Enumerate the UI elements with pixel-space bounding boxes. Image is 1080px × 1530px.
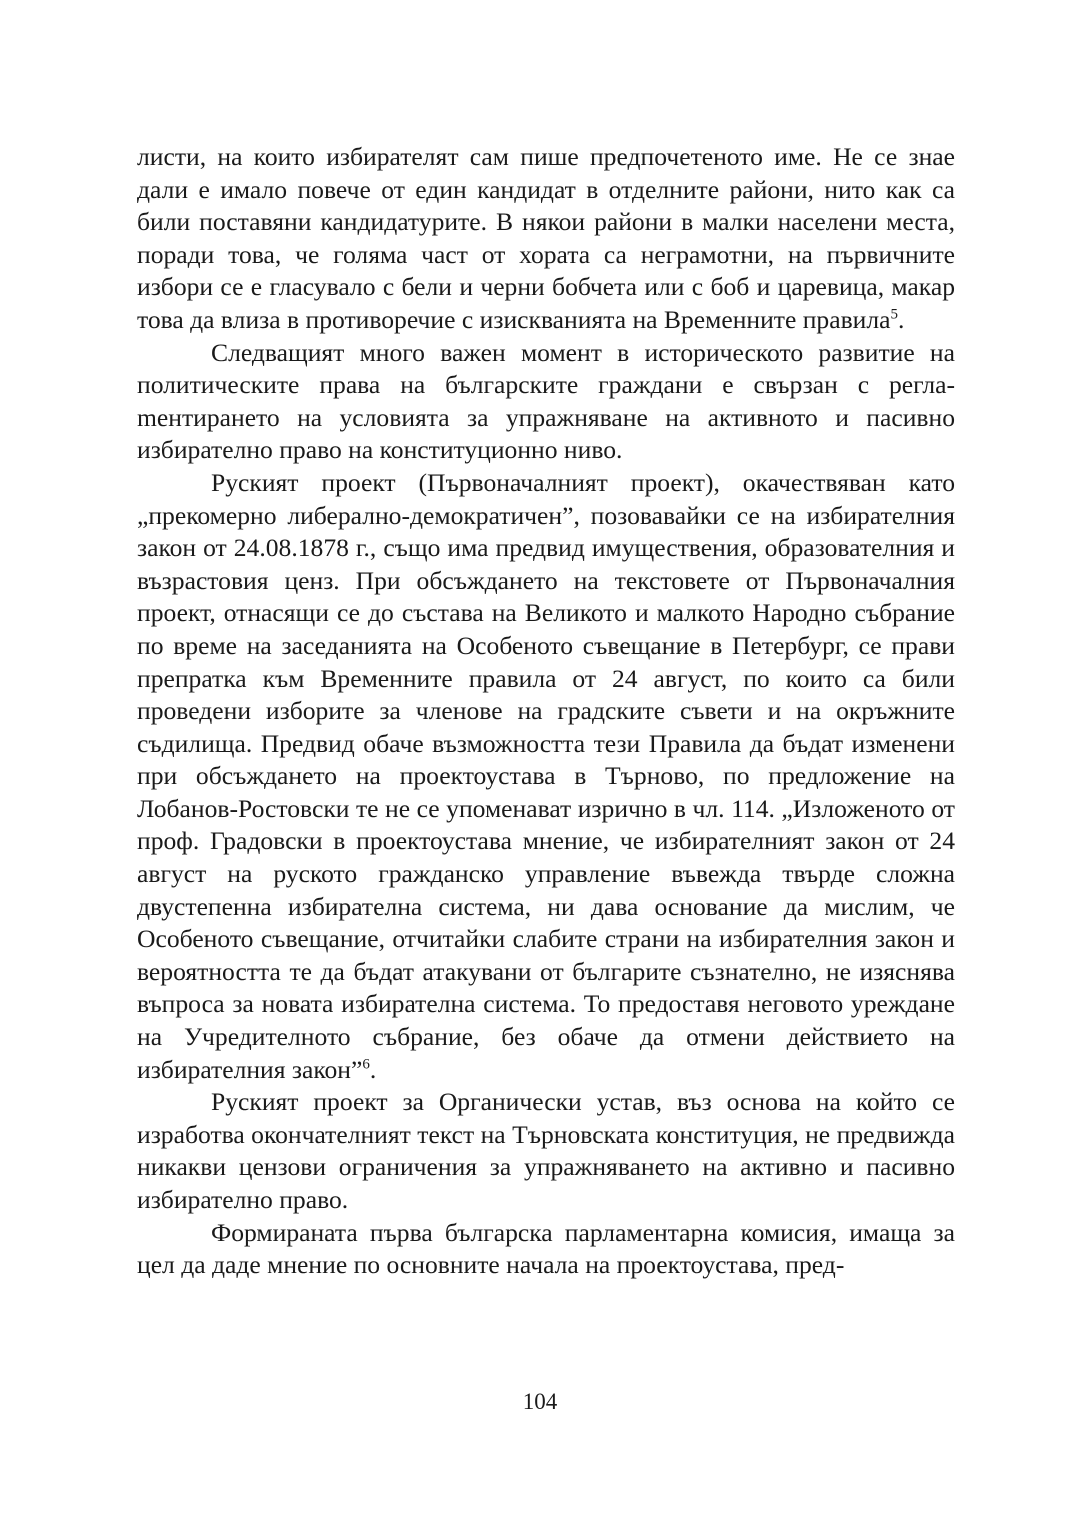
paragraph-3 (137, 467, 955, 1086)
paragraph-text: Руският проект за Органически устав, въз основа на който се изработва окончателният текст на Търновската конституция, не предвижда никакви цензови ограничения за упражняването на активно и пасивно избирателно право. (137, 1087, 955, 1214)
paragraph-1 (137, 141, 955, 337)
paragraph-end: . (369, 1054, 377, 1084)
body-text (137, 141, 955, 1282)
paragraph-text: Руският проект (Първоначалният проект), окачествяван като „прекомерно либерално-демократичен”, позовавайки се на избиратeлния закон от 24.08.1878 г., също има предвид имуществения, образователния и възрастовия ценз. При обсъждането на текстовете от Първоначалния проект, отнасящи се до състава на Великото и малкото Народно събрание по време на заседанията на Особеното съвещание в Петербург, се прави препратка към Временните правила от 24 август, по които са били проведени изборите за членове на градските съвети и на окръжните съдилища. Предвид обаче възможността тези Правила да бъдат изменени при обсъждането на проектоустава в Търново, по предложение на Лобанов-Ростовски те не се упоменават изрично в чл. 114. „Изложеното от проф. Градовски в проектоустава мнение, че избирателният закон от 24 август на руското гражданско управление въвежда твърде сложна двустепенна избирателна система, ни дава основание да мислим, че Особеното съвещание, отчитайки слабите страни на избирателния закон и вероятността те да бъдат атакувани от българите съзнателно, не изяснява въпроса за новата избирателна система. То предоставя неговото уреждане на Учредителното събрание, без обаче да отмени действието на избирателния закон” (137, 467, 955, 1084)
paragraph-text: Формираната първа българска парламентарна комисия, имаща за цел да даде мнение по основните начала на проектоустава, пред- (137, 1217, 955, 1280)
paragraph-text: листи, на които избирателят сам пише предпочетеното име. Не се знае дали е имало повече от един кандидат в отделните райони, нито как са били поставяни кандидатурите. В някои райони в малки населени места, поради това, че голяма част от хората са неграмотни, на първичните избори се е гласувало с бели и черни бобчета или с боб и царевица, макар това да влиза в противоречие с изискванията на Временните правила (137, 142, 955, 334)
footnote-ref: 5 (890, 306, 899, 323)
paragraph-end: . (898, 304, 905, 334)
paragraph-5 (137, 1217, 955, 1282)
paragraph-2 (137, 337, 955, 467)
paragraph-4 (137, 1086, 955, 1216)
page-number: 104 (522, 1389, 558, 1414)
paragraph-text: Следващият много важен момент в историческото развитие на политическите права на българските граждани е свързан с реглаmентирането на условията за упражняване на активното и пасивно избирателно право на конституционно ниво. (137, 337, 955, 465)
footnote-ref: 6 (362, 1056, 370, 1073)
